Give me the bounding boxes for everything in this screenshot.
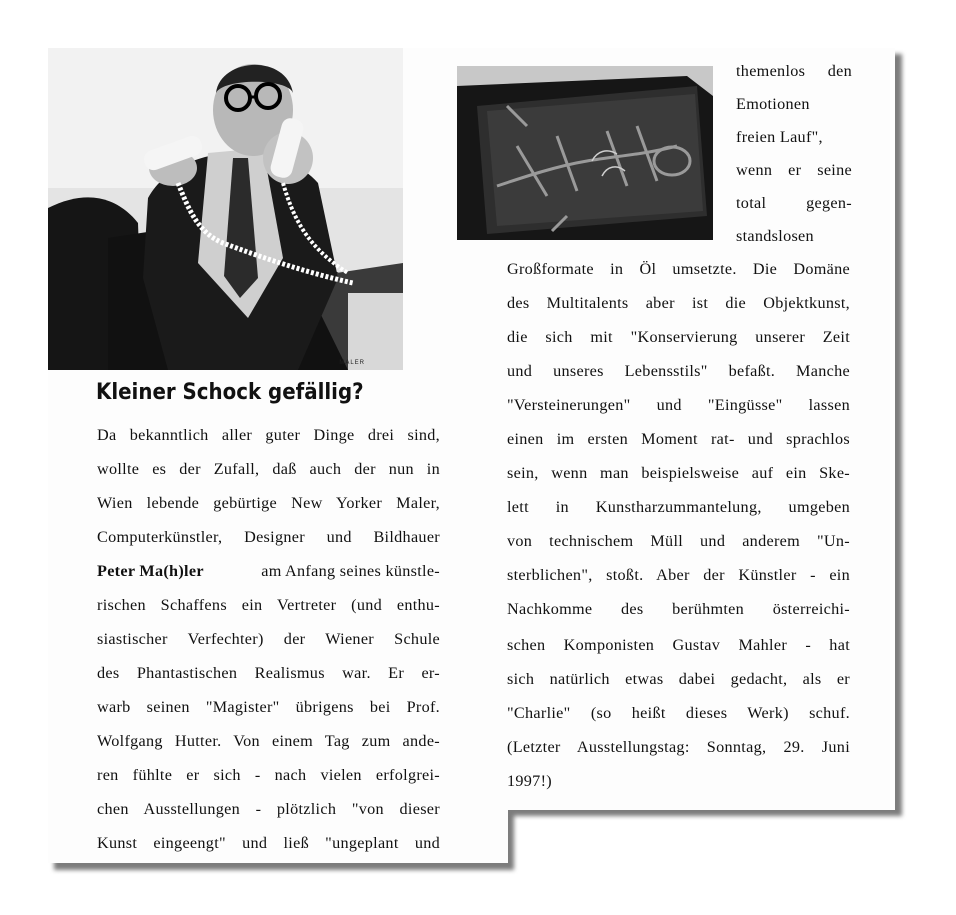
text-line: freien Lauf", xyxy=(736,128,823,146)
text-line: warb seinen "Magister" übrigens bei Prof. xyxy=(97,698,440,716)
text-line: und unseres Lebensstils" befaßt. Manche xyxy=(507,362,850,380)
text-line: sterblichen", stoßt. Aber der Künstler - ein xyxy=(507,566,850,584)
photo-credit: MALER xyxy=(339,360,365,366)
text-line: sich natürlich etwas dabei gedacht, als er xyxy=(507,670,850,688)
text-line: Großformate in Öl umsetzte. Die Domäne xyxy=(507,260,850,278)
text-line: wollte es der Zufall, daß auch der nun in xyxy=(97,460,440,478)
text-line: "Charlie" (so heißt dieses Werk) schuf. xyxy=(507,704,850,722)
text-line: Emotionen xyxy=(736,95,810,113)
text-line: total gegen- xyxy=(736,194,852,212)
text-line: Wien lebende gebürtige New Yorker Maler, xyxy=(97,494,440,512)
text-line: sein, wenn man beispielsweise auf ein Ske- xyxy=(507,464,850,482)
text-line: die sich mit "Konservierung unserer Zeit xyxy=(507,328,850,346)
text-line: themenlos den xyxy=(736,62,852,80)
text-line: standslosen xyxy=(736,227,814,245)
text-line: Kunst eingeengt" und ließ "ungeplant und xyxy=(97,834,440,852)
text-line: Da bekanntlich aller guter Dinge drei sind, xyxy=(97,426,440,444)
text-line: ren fühlte er sich - nach vielen erfolgrei- xyxy=(97,766,440,784)
text-line: des Multitalents aber ist die Objektkunst, xyxy=(507,294,850,312)
text-line: am Anfang seines künstle- xyxy=(261,562,440,580)
text-line: rischen Schaffens ein Vertreter (und enthu- xyxy=(97,596,440,614)
text-line: lett in Kunstharzummantelung, umgeben xyxy=(507,498,850,516)
text-line: 1997!) xyxy=(507,772,552,790)
text-line: schen Komponisten Gustav Mahler - hat xyxy=(507,636,850,654)
text-line: des Phantastischen Realismus war. Er er- xyxy=(97,664,440,682)
text-line: Nachkomme des berühmten österreichi- xyxy=(507,600,850,618)
text-line: (Letzter Ausstellungstag: Sonntag, 29. Juni xyxy=(507,738,850,756)
article-headline: Kleiner Schock gefällig? xyxy=(96,380,364,405)
text-line: Computerkünstler, Designer und Bildhauer xyxy=(97,528,440,546)
text-line: "Versteinerungen" und "Eingüsse" lassen xyxy=(507,396,850,414)
artist-name: Peter Ma(h)ler xyxy=(97,562,204,580)
text-line: wenn er seine xyxy=(736,161,852,179)
artist-photo xyxy=(48,48,403,370)
text-line-with-artist xyxy=(97,562,440,581)
text-line: siastischer Verfechter) der Wiener Schule xyxy=(97,630,440,648)
text-line: Wolfgang Hutter. Von einem Tag zum ande- xyxy=(97,732,440,750)
skeleton-artwork-photo xyxy=(457,66,713,240)
text-line: chen Ausstellungen - plötzlich "von dieser xyxy=(97,800,440,818)
text-line: einen im ersten Moment rat- und sprachlos xyxy=(507,430,850,448)
text-line: von technischem Müll und anderem "Un- xyxy=(507,532,850,550)
